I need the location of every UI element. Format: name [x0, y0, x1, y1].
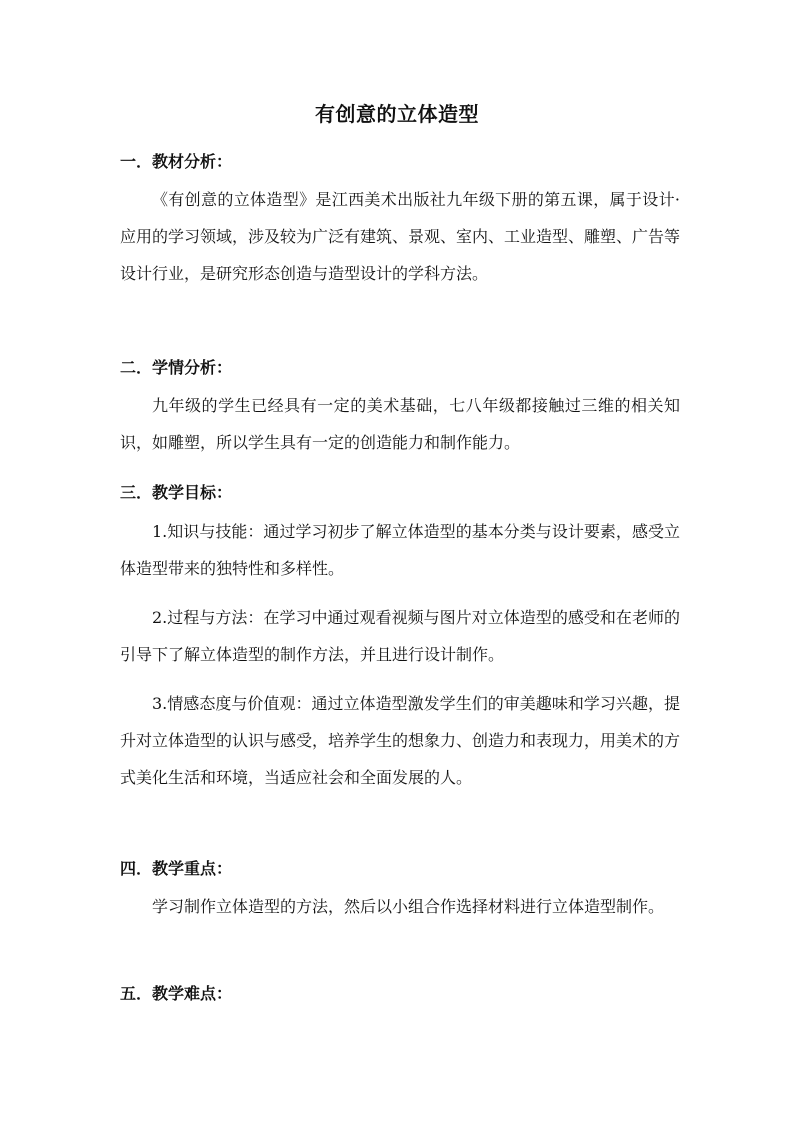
- paragraph-objective-2: 2.过程与方法：在学习中通过观看视频与图片对立体造型的感受和在老师的引导下了解立体造型的制作方法，并且进行设计制作。: [120, 608, 680, 664]
- section-heading-students: 二．学情分析：: [120, 358, 233, 377]
- section-heading-key-points: 四．教学重点：: [120, 859, 233, 878]
- page-title: 有创意的立体造型: [315, 102, 479, 126]
- paragraph-materials: 《有创意的立体造型》是江西美术出版社九年级下册的第五课，属于设计·应用的学习领域，涉及较为广泛有建筑、景观、室内、工业造型、雕塑、广告等设计行业，是研究形态创造与造型设计的学科方法。: [120, 190, 681, 283]
- paragraph-objective-3: 3.情感态度与价值观：通过立体造型激发学生们的审美趣味和学习兴趣，提升对立体造型的认识与感受，培养学生的想象力、创造力和表现力，用美术的方式美化生活和环境，当适应社会和全面发展的人。: [120, 694, 681, 787]
- paragraph-objective-1: 1.知识与技能：通过学习初步了解立体造型的基本分类与设计要素，感受立体造型带来的独特性和多样性。: [120, 522, 680, 578]
- section-heading-materials: 一．教材分析：: [120, 152, 233, 171]
- paragraph-key-points: 学习制作立体造型的方法，然后以小组合作选择材料进行立体造型制作。: [152, 897, 665, 916]
- section-heading-objectives: 三．教学目标：: [120, 483, 233, 502]
- paragraph-students: 九年级的学生已经具有一定的美术基础，七八年级都接触过三维的相关知识，如雕塑，所以学生具有一定的创造能力和制作能力。: [120, 396, 680, 452]
- section-heading-difficulties: 五．教学难点：: [120, 984, 233, 1003]
